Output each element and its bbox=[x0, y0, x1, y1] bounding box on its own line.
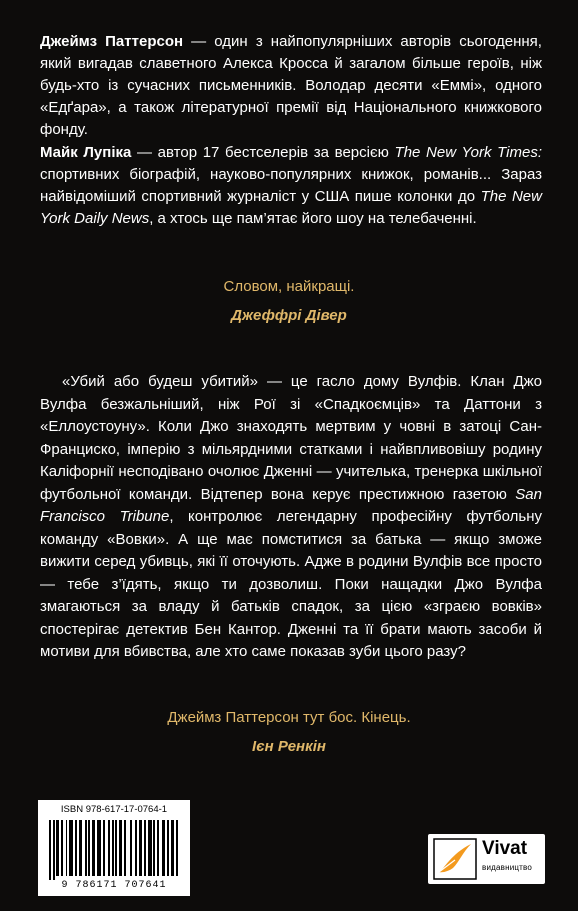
isbn-number: ISBN 978-617-17-0764-1 bbox=[60, 804, 168, 815]
bio-text: — автор 17 бестселерів за версією bbox=[131, 144, 395, 161]
bio-text: спортивних біографій, науково-популярних книжок, романів... Зараз найвідоміший спортивний журналіст у США пише колонки до bbox=[40, 166, 542, 205]
publisher-logo bbox=[428, 834, 545, 884]
ean-number: 9 786171 707641 bbox=[61, 880, 167, 891]
author-bio-patterson bbox=[40, 31, 542, 141]
synopsis-text: , контролює легендарну професійну футбольну команду «Вовки». А ще має помститися за батька — якщо зможе вижити серед убивць, які її оточують. Адже в родини Вулфів все просто — тебе з’їдять, якщо ти дозволиш. Поки нащадки Джо Вулфа змагаються за владу й батьків спадок, за цією «зграєю вовків» спостерігає детектив Бен Кантор. Дженні та її брати мають засоби й мотиви для вбивства, але хто саме показав зуби цього разу? bbox=[40, 508, 542, 660]
book-synopsis bbox=[40, 371, 542, 664]
blurb-quote-rankin bbox=[0, 707, 578, 758]
publication-title: San Francisco Tribune bbox=[40, 485, 542, 525]
blurb-quote-deaver bbox=[0, 276, 578, 327]
author-name: Джеймз Паттерсон bbox=[40, 33, 184, 50]
bio-text: — один з найпопулярніших авторів сьогодення, який вигадав славетного Алекса Кросса й загалом більше героїв, ніж будь-хто із сучасних письменників. Володар десяти «Еммі», одного «Едґара», а також літературної премії від Національного книжкового фонду. bbox=[40, 33, 542, 138]
isbn-barcode bbox=[38, 800, 190, 896]
synopsis-text: «Убий або будеш убитий» — це гасло дому Вулфів. Клан Джо Вулфа безжальніший, ніж Рої зі «Спадкоємців» та Даттони з «Еллоустоуну». Коли Джо знаходять мертвим у човні в затоці Сан-Франциско, імперію з мільярдними статками і найвпливовішу родину Каліфорнії несподівано очолює Дженні — учителька, тренерка шкільної футбольної команди. Відтепер вона керує престижною газетою bbox=[40, 373, 542, 503]
quote-text: Джеймз Паттерсон тут бос. Кінець. bbox=[167, 709, 411, 726]
publication-title: The New York Daily News bbox=[40, 188, 542, 227]
vivat-feather-icon bbox=[433, 838, 477, 880]
author-name: Майк Лупіка bbox=[40, 144, 132, 161]
quote-author: Джеффрі Дівер bbox=[231, 307, 347, 324]
bio-text: , а хтось ще пам’ятає його шоу на телебаченні. bbox=[149, 210, 477, 227]
barcode-bars bbox=[48, 820, 180, 880]
quote-author: Ієн Ренкін bbox=[252, 738, 326, 755]
publication-title: The New York Times: bbox=[394, 144, 542, 161]
publisher-name: Vivat bbox=[482, 838, 528, 859]
author-bio-lupica bbox=[40, 142, 542, 230]
publisher-subtitle: видавництво bbox=[482, 863, 533, 872]
quote-text: Словом, найкращі. bbox=[223, 278, 355, 295]
synopsis-paragraph bbox=[40, 371, 542, 664]
